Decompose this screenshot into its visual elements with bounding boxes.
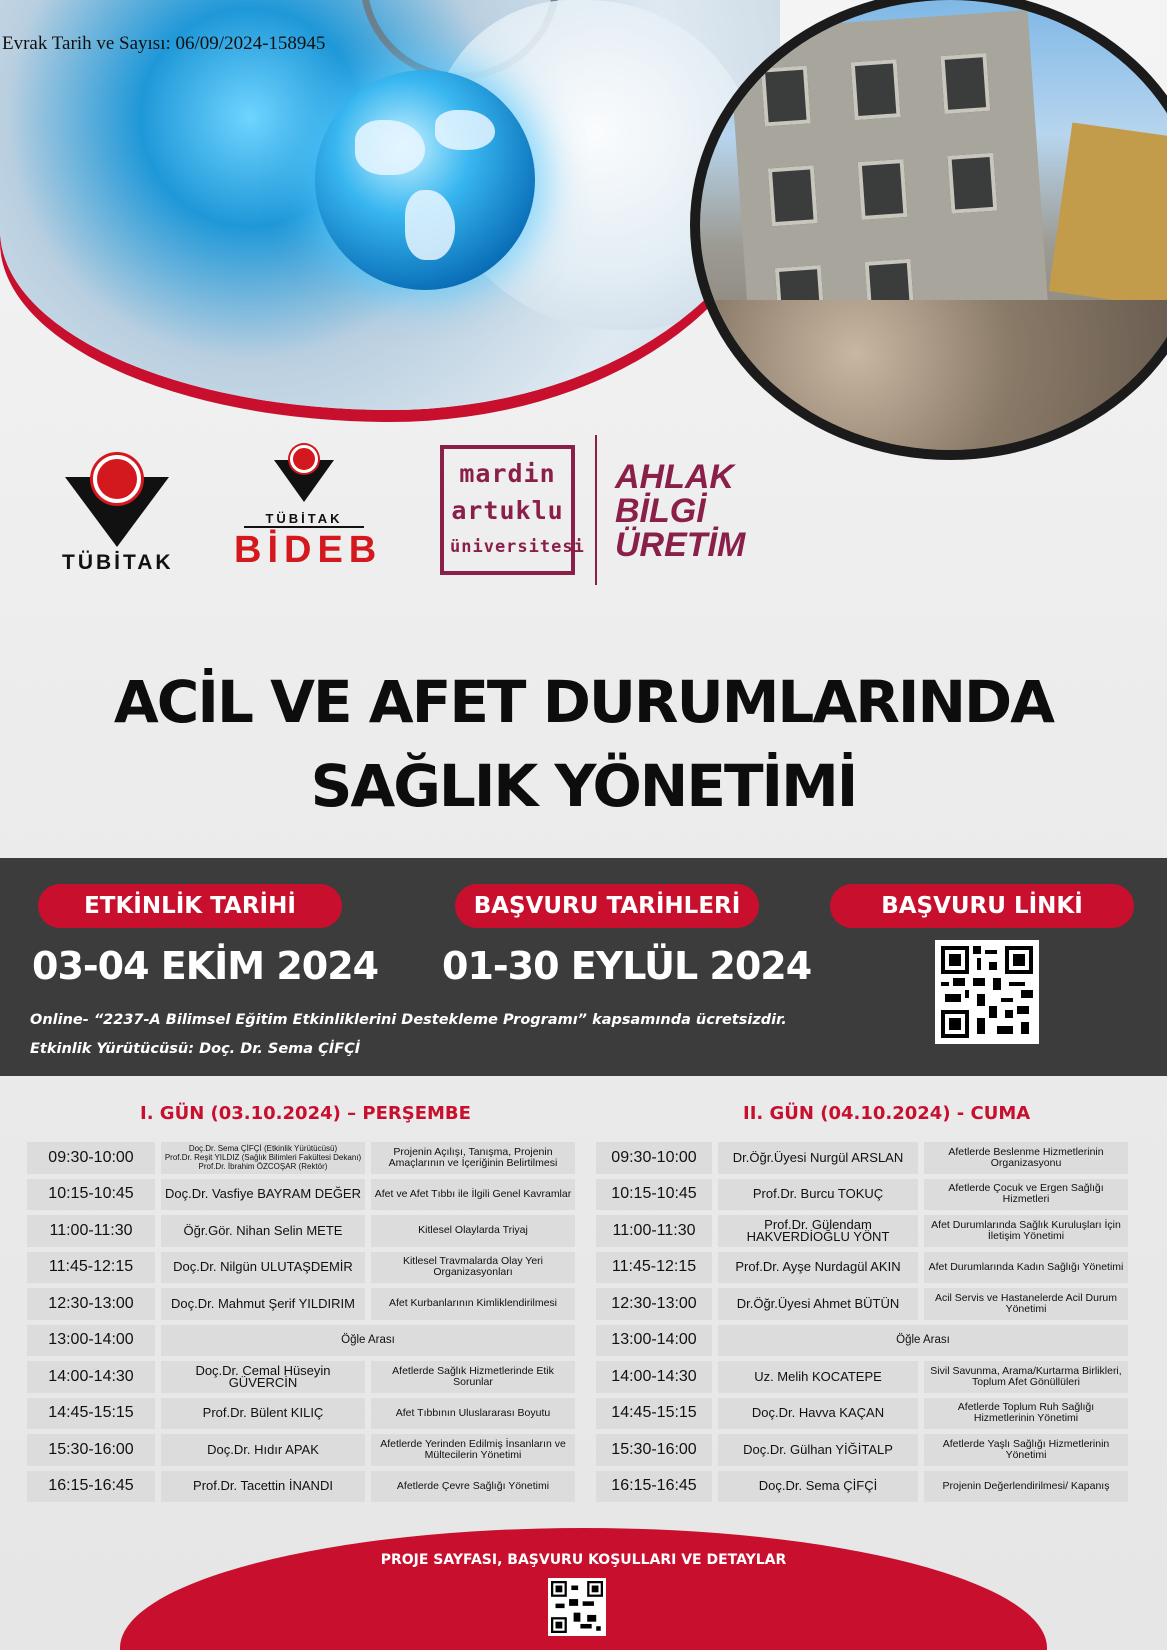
qr-code-icon: [551, 1581, 603, 1633]
session-topic: Projenin Açılışı, Tanışma, Projenin Amaçlarının ve İçeriğinin Belirtilmesi: [371, 1142, 575, 1174]
session-time: 15:30-16:00: [596, 1434, 712, 1466]
session-time: 16:15-16:45: [596, 1471, 712, 1503]
session-topic: Kitlesel Travmalarda Olay Yeri Organizasyonları: [371, 1252, 575, 1284]
session-speaker: Doç.Dr. Hıdır APAK: [161, 1434, 365, 1466]
session-topic: Afetlerde Çocuk ve Ergen Sağlığı Hizmetleri: [924, 1179, 1128, 1211]
session-topic: Kitlesel Olaylarda Triyaj: [371, 1215, 575, 1247]
session-speaker: Öğr.Gör. Nihan Selin METE: [161, 1215, 365, 1247]
ahlak-bilgi-uretim-logo: [615, 460, 745, 562]
day2-schedule-body: [596, 1142, 1128, 1502]
session-time: 11:00-11:30: [596, 1215, 712, 1247]
session-speaker: Doç.Dr. Vasfiye BAYRAM DEĞER: [161, 1179, 365, 1211]
logo-divider: [595, 435, 597, 585]
session-speaker: Prof.Dr. Burcu TOKUÇ: [718, 1179, 918, 1211]
session-time: 16:15-16:45: [27, 1471, 155, 1503]
schedule-row: [596, 1179, 1128, 1211]
program-note: Online- “2237-A Bilimsel Eğitim Etkinliklerini Destekleme Programı” kapsamında ücretsizdir.: [30, 1012, 787, 1028]
ahlak-text: AHLAK: [615, 458, 734, 496]
session-topic: Afetlerde Yaşlı Sağlığı Hizmetlerinin Yönetimi: [924, 1434, 1128, 1466]
session-speaker: Prof.Dr. Ayşe Nurdagül AKIN: [718, 1252, 918, 1284]
schedule-row: [596, 1252, 1128, 1284]
session-speaker: Doç.Dr. Havva KAÇAN: [718, 1398, 918, 1430]
session-speaker: Prof.Dr. Tacettin İNANDI: [161, 1471, 365, 1503]
session-time: 13:00-14:00: [596, 1325, 712, 1357]
bilgi-text: BİLGİ: [615, 492, 706, 530]
session-topic: Projenin Değerlendirilmesi/ Kapanış: [924, 1471, 1128, 1503]
schedule-row: [27, 1434, 575, 1466]
session-speaker: Doç.Dr. Sema ÇİFÇİ: [718, 1471, 918, 1503]
session-topic: Afetlerde Sağlık Hizmetlerinde Etik Sorunlar: [371, 1361, 575, 1393]
mau-logo-line-3: üniversitesi: [450, 537, 585, 557]
session-speaker: Doç.Dr. Gülhan YİĞİTALP: [718, 1434, 918, 1466]
session-topic: Acil Servis ve Hastanelerde Acil Durum Yönetimi: [924, 1288, 1128, 1320]
schedule-row: [596, 1361, 1128, 1393]
schedule-row: [596, 1215, 1128, 1247]
session-time: 15:30-16:00: [27, 1434, 155, 1466]
schedule-row: [27, 1252, 575, 1284]
session-time: 14:45-15:15: [27, 1398, 155, 1430]
session-time: 14:00-14:30: [27, 1361, 155, 1393]
medical-globe-image: [0, 0, 780, 410]
session-topic: Afetlerde Beslenme Hizmetlerinin Organizasyonu: [924, 1142, 1128, 1174]
title-line-2: SAĞLIK YÖNETİMİ: [310, 752, 857, 820]
session-time: 09:30-10:00: [27, 1142, 155, 1174]
session-topic: Afet Durumlarında Sağlık Kuruluşları İçin İletişim Yönetimi: [924, 1215, 1128, 1247]
session-topic: Afet Kurbanlarının Kimliklendirilmesi: [371, 1288, 575, 1320]
schedule-row: [596, 1288, 1128, 1320]
etkinlik-tarihi-label: ETKİNLİK TARİHİ: [38, 884, 342, 928]
basvuru-tarihleri-label: BAŞVURU TARİHLERİ: [455, 884, 759, 928]
session-topic: Afetlerde Çevre Sağlığı Yönetimi: [371, 1471, 575, 1503]
session-speaker: Doç.Dr. Cemal Hüseyin GÜVERCİN: [161, 1361, 365, 1393]
lunch-break: Öğle Arası: [718, 1325, 1128, 1357]
session-speaker: Dr.Öğr.Üyesi Nurgül ARSLAN: [718, 1142, 918, 1174]
basvuru-qr-code[interactable]: [935, 940, 1039, 1044]
session-speaker: Doç.Dr. Nilgün ULUTAŞDEMİR: [161, 1252, 365, 1284]
schedule-row: [27, 1398, 575, 1430]
session-speaker: Doç.Dr. Mahmut Şerif YILDIRIM: [161, 1288, 365, 1320]
uretim-text: ÜRETİM: [615, 526, 746, 564]
day1-schedule-table: [21, 1137, 581, 1507]
day2-title: II. GÜN (04.10.2024) - CUMA: [743, 1103, 1031, 1124]
schedule-row: [27, 1179, 575, 1211]
qr-code-icon: [941, 946, 1033, 1038]
collapsed-building-image: [690, 0, 1167, 460]
logo-row: [0, 435, 1167, 610]
session-topic: Afet Tıbbının Uluslararası Boyutu: [371, 1398, 575, 1430]
schedule-row: [27, 1142, 575, 1174]
schedule-row: [27, 1288, 575, 1320]
info-band: [0, 858, 1167, 1076]
footer-text: PROJE SAYFASI, BAŞVURU KOŞULLARI VE DETAYLAR: [380, 1552, 787, 1568]
bideb-logo-small-text: TÜBİTAK: [244, 511, 364, 528]
schedule-row: [596, 1398, 1128, 1430]
schedule-row: [27, 1361, 575, 1393]
lunch-break: Öğle Arası: [161, 1325, 575, 1357]
session-time: 11:45-12:15: [596, 1252, 712, 1284]
tubitak-logo: [62, 455, 172, 575]
page-title: [0, 660, 1167, 828]
session-speaker: Prof.Dr. Gülendam HAKVERDİOĞLU YÖNT: [718, 1215, 918, 1247]
session-time: 10:15-10:45: [596, 1179, 712, 1211]
session-time: 09:30-10:00: [596, 1142, 712, 1174]
proje-sayfasi-qr-code[interactable]: [548, 1578, 606, 1636]
day2-schedule-table: [590, 1137, 1134, 1507]
day1-schedule-body: [27, 1142, 575, 1502]
mau-logo-line-1: mardin: [459, 459, 556, 488]
basvuru-linki-label: BAŞVURU LİNKİ: [830, 884, 1134, 928]
bideb-logo-big-text: BİDEB: [234, 529, 383, 571]
session-topic: Afet Durumlarında Kadın Sağlığı Yönetimi: [924, 1252, 1128, 1284]
schedule-row: [596, 1325, 1128, 1357]
title-line-1: ACİL VE AFET DURUMLARINDA: [113, 668, 1054, 736]
globe-icon: [315, 70, 535, 290]
schedule-row: [596, 1142, 1128, 1174]
session-topic: Afetlerde Yerinden Edilmiş İnsanların ve Mültecilerin Yönetimi: [371, 1434, 575, 1466]
day1-title: I. GÜN (03.10.2024) – PERŞEMBE: [140, 1103, 471, 1124]
etkinlik-yurutucu-note: Etkinlik Yürütücüsü: Doç. Dr. Sema ÇİFÇİ: [30, 1041, 361, 1057]
session-speaker: Dr.Öğr.Üyesi Ahmet BÜTÜN: [718, 1288, 918, 1320]
session-time: 14:45-15:15: [596, 1398, 712, 1430]
session-time: 10:15-10:45: [27, 1179, 155, 1211]
session-time: 13:00-14:00: [27, 1325, 155, 1357]
session-speaker: Uz. Melih KOCATEPE: [718, 1361, 918, 1393]
mardin-artuklu-logo: [440, 445, 585, 575]
mau-logo-line-2: artuklu: [451, 496, 564, 525]
schedule-row: [596, 1471, 1128, 1503]
schedule-row: [27, 1325, 575, 1357]
tubitak-logo-text: TÜBİTAK: [62, 551, 174, 574]
bideb-logo: [234, 445, 383, 571]
session-topic: Sivil Savunma, Arama/Kurtarma Birlikleri, Toplum Afet Gönüllüleri: [924, 1361, 1128, 1393]
session-time: 12:30-13:00: [27, 1288, 155, 1320]
session-topic: Afet ve Afet Tıbbı ile İlgili Genel Kavramlar: [371, 1179, 575, 1211]
etkinlik-tarihi-value: 03-04 EKİM 2024: [32, 944, 379, 988]
session-time: 12:30-13:00: [596, 1288, 712, 1320]
schedule-row: [27, 1215, 575, 1247]
session-topic: Afetlerde Toplum Ruh Sağlığı Hizmetlerinin Yönetimi: [924, 1398, 1128, 1430]
schedule-row: [27, 1471, 575, 1503]
session-time: 11:00-11:30: [27, 1215, 155, 1247]
session-speaker: Doç.Dr. Sema ÇİFÇİ (Etkinlik Yürütücüsü) Prof.Dr. Reşit YILDIZ (Sağlık Bilimleri Fakültesi Dekanı) Prof.Dr. İbrahim ÖZCOŞAR (Rektör): [161, 1142, 365, 1174]
session-time: 14:00-14:30: [596, 1361, 712, 1393]
schedule-row: [596, 1434, 1128, 1466]
evrak-stamp: Evrak Tarih ve Sayısı: 06/09/2024-158945: [2, 33, 326, 54]
basvuru-tarihleri-value: 01-30 EYLÜL 2024: [442, 944, 812, 988]
session-speaker: Prof.Dr. Bülent KILIÇ: [161, 1398, 365, 1430]
session-time: 11:45-12:15: [27, 1252, 155, 1284]
